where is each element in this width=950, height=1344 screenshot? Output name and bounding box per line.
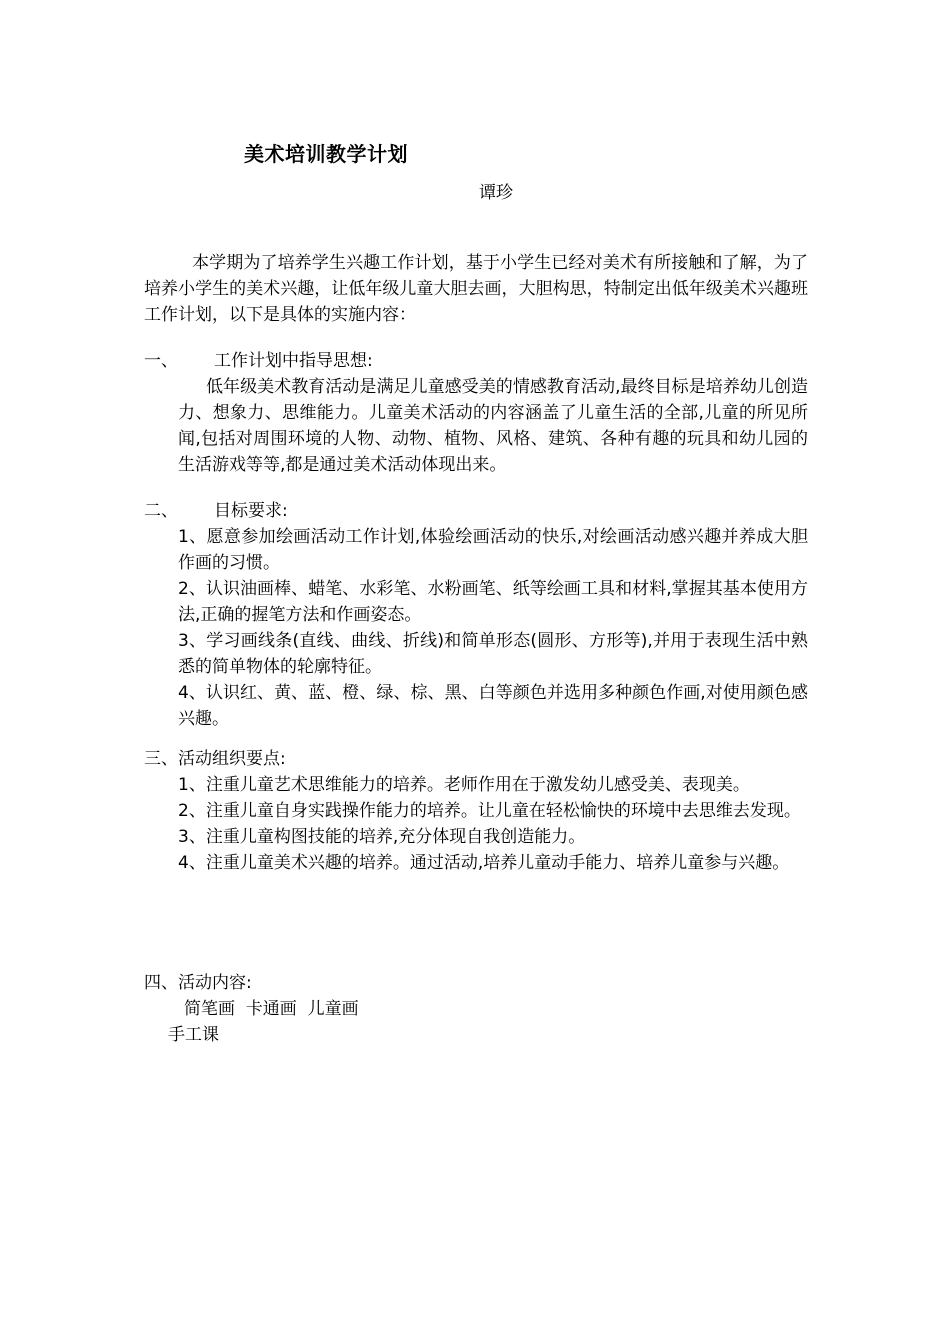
section-body: 低年级美术教育活动是满足儿童感受美的情感教育活动,最终目标是培养幼儿创造力、想象力、思维能力。儿童美术活动的内容涵盖了儿童生活的全部,儿童的所见所闻,包括对周围环境的人物、动物、植物、风格、建筑、各种有趣的玩具和幼儿园的生活游戏等等,都是通过美术活动体现出来。 xyxy=(178,377,808,475)
document-title: 美术培训教学计划 xyxy=(244,142,408,166)
section-number: 一、 xyxy=(144,351,178,371)
section-title: 目标要求: xyxy=(214,501,288,521)
list-item: 4、认识红、黄、蓝、橙、绿、棕、黑、白等颜色并选用多种颜色作画,对使用颜色感兴趣。 xyxy=(178,683,808,729)
section-organization-points xyxy=(144,746,808,876)
list-item: 3、学习画线条(直线、曲线、折线)和简单形态(圆形、方形等),并用于表现生活中熟悉的简单物体的轮廓特征。 xyxy=(178,631,808,677)
section-title: 活动组织要点: xyxy=(178,749,286,769)
section-number: 三、 xyxy=(144,749,178,769)
section-activity-content xyxy=(144,970,808,1048)
section-heading xyxy=(144,970,808,996)
section-heading xyxy=(144,498,808,524)
list-item: 4、注重儿童美术兴趣的培养。通过活动,培养儿童动手能力、培养儿童参与兴趣。 xyxy=(178,853,790,873)
section-guiding-thought xyxy=(144,348,808,478)
section-number: 四、 xyxy=(144,973,178,993)
activity-list-line: 手工课 xyxy=(168,1025,219,1045)
list-item: 2、认识油画棒、蜡笔、水彩笔、水粉画笔、纸等绘画工具和材料,掌握其基本使用方法,正确的握笔方法和作画姿态。 xyxy=(178,579,808,625)
section-heading xyxy=(144,746,808,772)
list-item: 1、注重儿童艺术思维能力的培养。老师作用在于激发幼儿感受美、表现美。 xyxy=(178,775,750,795)
activity-list-line: 简笔画 卡通画 儿童画 xyxy=(184,999,359,1019)
section-number: 二、 xyxy=(144,501,178,521)
intro-paragraph: 本学期为了培养学生兴趣工作计划，基于小学生已经对美术有所接触和了解，为了培养小学生的美术兴趣，让低年级儿童大胆去画，大胆构思，特制定出低年级美术兴趣班工作计划，以下是具体的实施内容： xyxy=(144,253,808,325)
section-goals xyxy=(144,498,808,732)
list-item: 2、注重儿童自身实践操作能力的培养。让儿童在轻松愉快的环境中去思维去发现。 xyxy=(178,801,801,821)
section-heading xyxy=(144,348,808,374)
section-title: 工作计划中指导思想: xyxy=(214,351,373,371)
section-title: 活动内容: xyxy=(178,973,252,993)
list-item: 1、愿意参加绘画活动工作计划,体验绘画活动的快乐,对绘画活动感兴趣并养成大胆作画的习惯。 xyxy=(178,527,808,573)
list-item: 3、注重儿童构图技能的培养,充分体现自我创造能力。 xyxy=(178,827,586,847)
document-author: 谭珍 xyxy=(479,183,513,203)
